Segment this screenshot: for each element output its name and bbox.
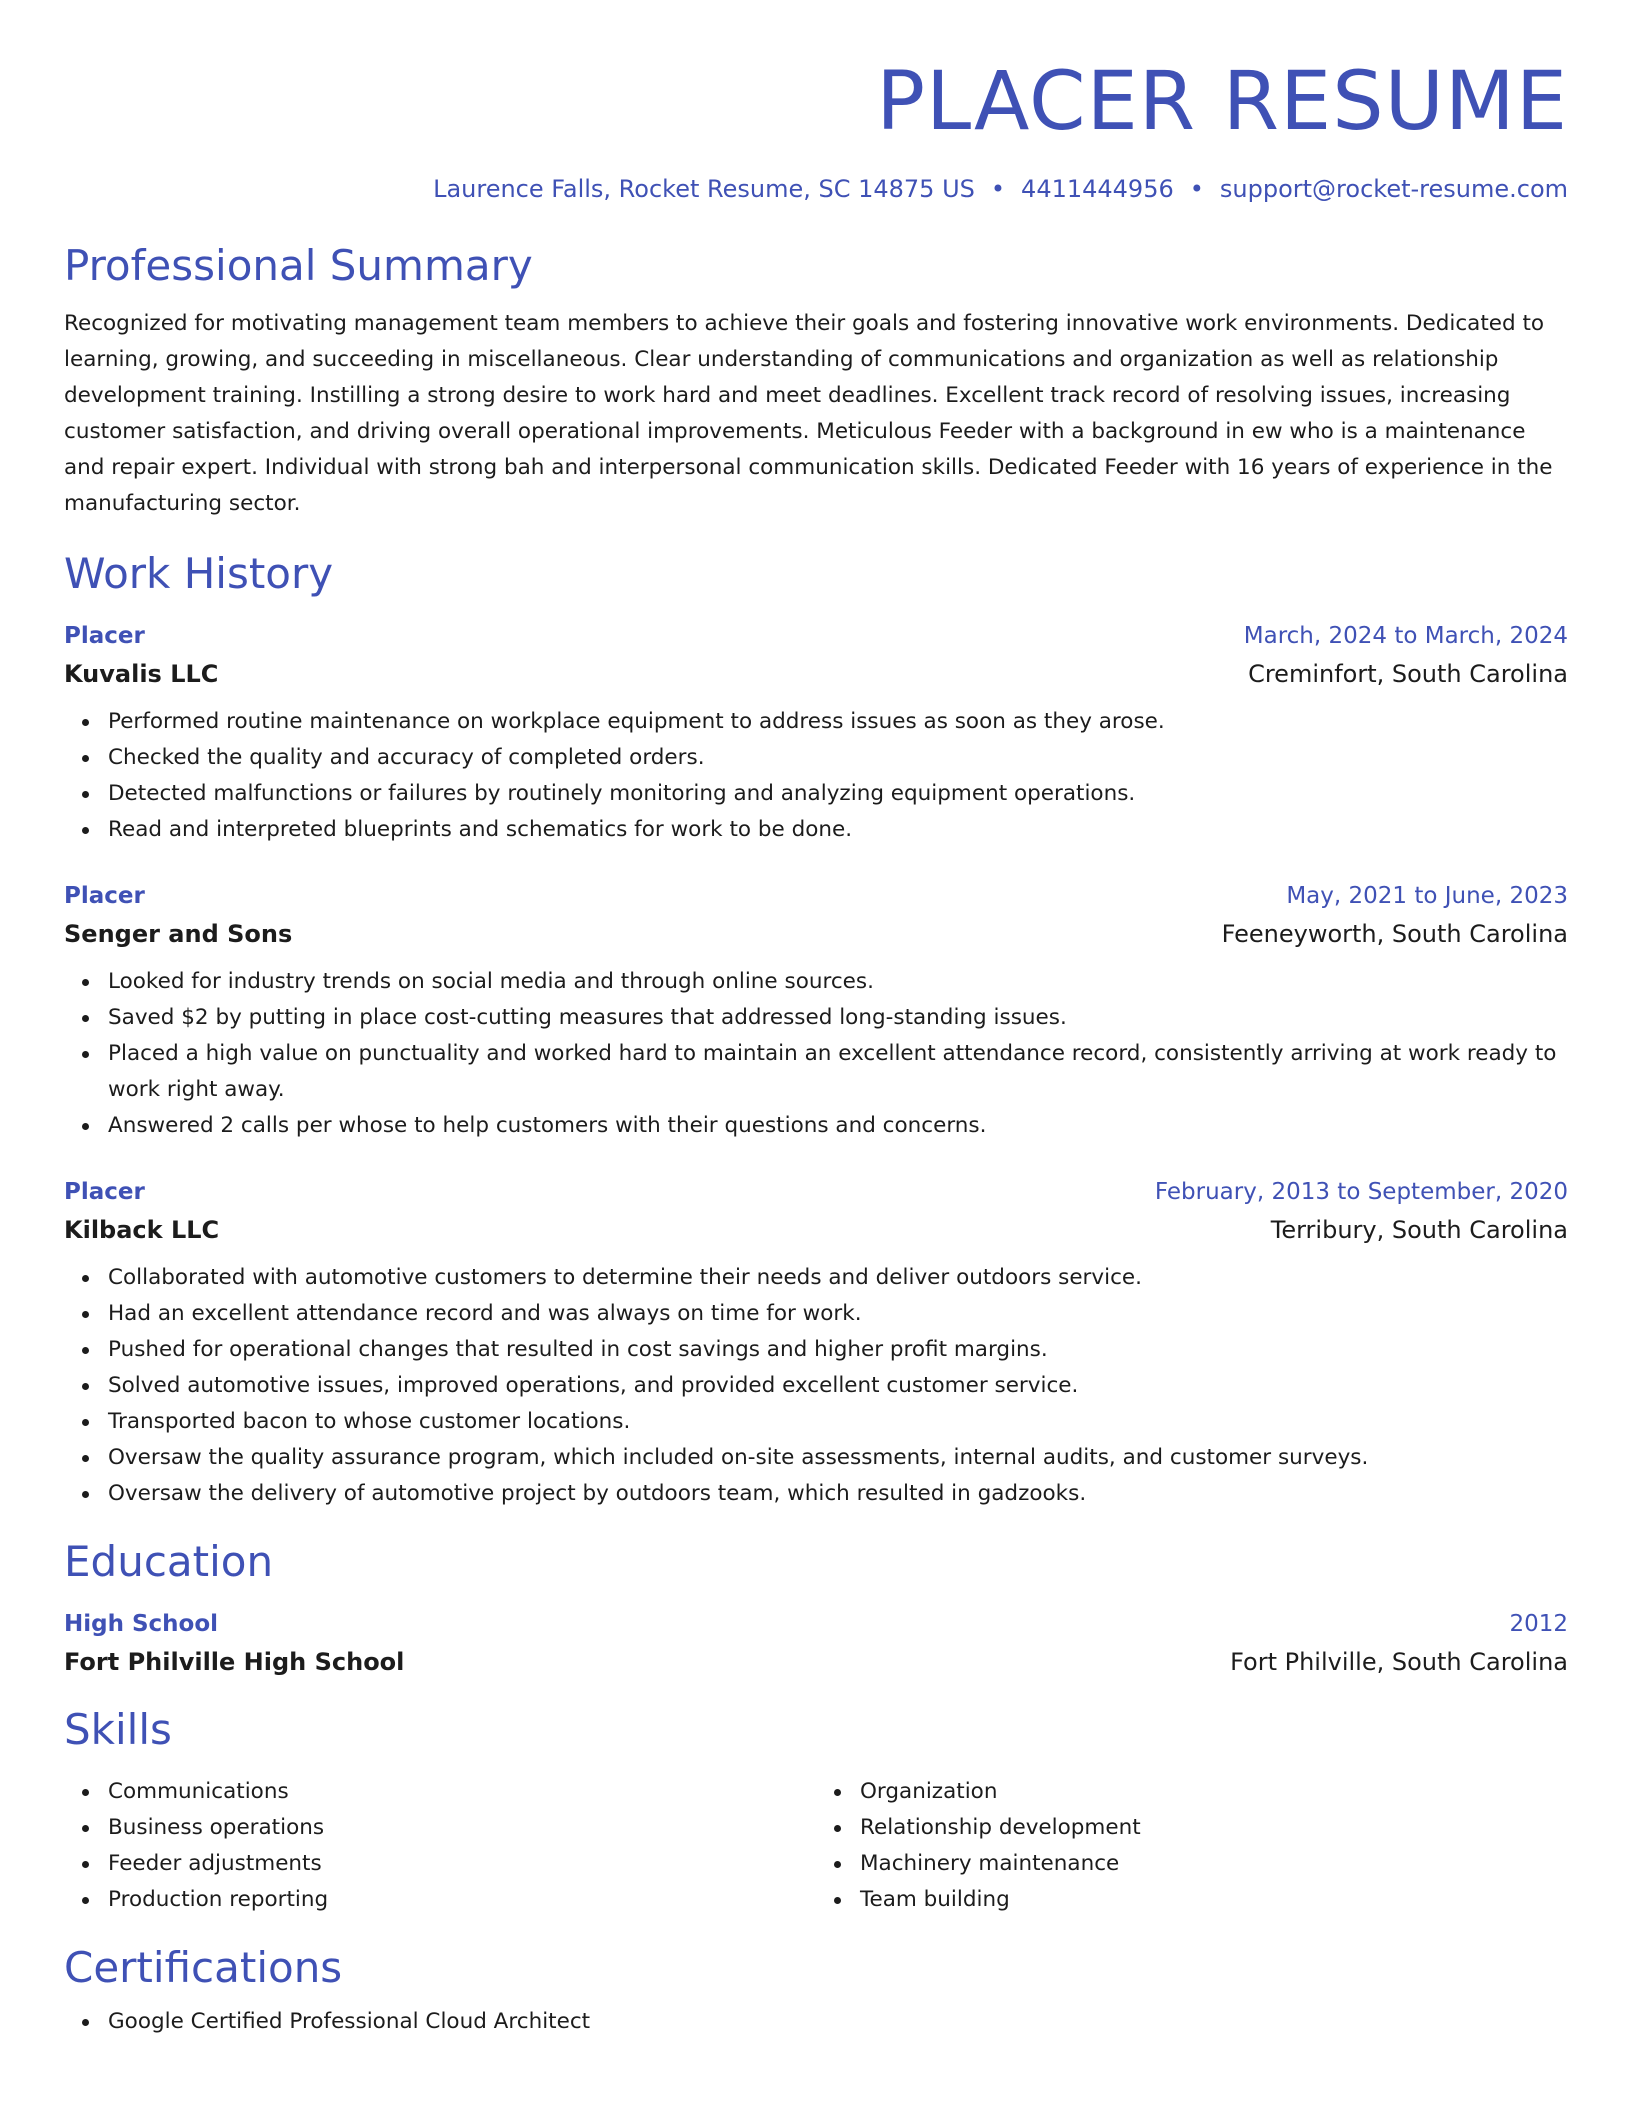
job-title: Placer — [64, 883, 145, 909]
skills-list — [64, 1774, 1568, 1918]
job-bullet: Saved $2 by putting in place cost-cutting measures that addressed long-standing issues. — [108, 1000, 1568, 1036]
job-title: Placer — [64, 1179, 145, 1205]
job-bullet: Had an excellent attendance record and was always on time for work. — [108, 1296, 1568, 1332]
certification-item: Google Certified Professional Cloud Architect — [108, 2004, 1568, 2040]
education-year: 2012 — [1509, 1611, 1568, 1637]
skill-item: Organization — [860, 1774, 1568, 1810]
job-bullets — [64, 964, 1568, 1144]
contact-separator: • — [1189, 175, 1204, 203]
education-degree: High School — [64, 1611, 219, 1637]
skill-item: Feeder adjustments — [108, 1846, 816, 1882]
job-dates: May, 2021 to June, 2023 — [1286, 883, 1568, 909]
skill-item: Machinery maintenance — [860, 1846, 1568, 1882]
certifications-list — [64, 2004, 1568, 2040]
contact-line — [64, 174, 1568, 204]
education-school: Fort Philville High School — [64, 1648, 405, 1676]
resume-page — [64, 0, 1568, 2040]
education-location: Fort Philville, South Carolina — [1230, 1648, 1568, 1676]
contact-email: support@rocket-resume.com — [1219, 175, 1568, 203]
education-entry — [64, 1606, 1568, 1682]
skill-item: Production reporting — [108, 1882, 816, 1918]
job-bullet: Oversaw the delivery of automotive project by outdoors team, which resulted in gadzooks. — [108, 1476, 1568, 1512]
job-entry — [64, 1174, 1568, 1512]
job-bullet: Detected malfunctions or failures by routinely monitoring and analyzing equipment operations. — [108, 776, 1568, 812]
contact-phone: 4411444956 — [1021, 175, 1174, 203]
job-bullets — [64, 1260, 1568, 1512]
section-title-education: Education — [64, 1537, 274, 1586]
job-title: Placer — [64, 623, 145, 649]
contact-separator: • — [990, 175, 1006, 203]
job-bullet: Pushed for operational changes that resulted in cost savings and higher profit margins. — [108, 1332, 1568, 1368]
section-title-certifications: Certifications — [64, 1943, 343, 1992]
section-title-skills: Skills — [64, 1705, 172, 1754]
job-bullet: Transported bacon to whose customer locations. — [108, 1404, 1568, 1440]
job-location: Creminfort, South Carolina — [1248, 660, 1568, 688]
job-dates: March, 2024 to March, 2024 — [1243, 623, 1568, 649]
job-company: Kilback LLC — [64, 1216, 220, 1244]
skill-item: Relationship development — [860, 1810, 1568, 1846]
job-location: Feeneyworth, South Carolina — [1221, 920, 1568, 948]
resume-name: PLACER RESUME — [876, 55, 1568, 149]
job-bullet: Collaborated with automotive customers to determine their needs and deliver outdoors service. — [108, 1260, 1568, 1296]
job-location: Terribury, South Carolina — [1270, 1216, 1568, 1244]
skill-item: Communications — [108, 1774, 816, 1810]
skill-item: Team building — [860, 1882, 1568, 1918]
section-title-summary: Professional Summary — [64, 241, 533, 290]
job-entry — [64, 618, 1568, 848]
job-bullet: Placed a high value on punctuality and worked hard to maintain an excellent attendance record, consistently arriving at work ready to work right away. — [108, 1036, 1568, 1108]
job-bullets — [64, 704, 1568, 848]
job-entry — [64, 878, 1568, 1144]
contact-address: Laurence Falls, Rocket Resume, SC 14875 US — [433, 175, 975, 203]
job-company: Kuvalis LLC — [64, 660, 219, 688]
skill-item: Business operations — [108, 1810, 816, 1846]
job-bullet: Answered 2 calls per whose to help customers with their questions and concerns. — [108, 1108, 1568, 1144]
job-company: Senger and Sons — [64, 920, 293, 948]
job-bullet: Oversaw the quality assurance program, which included on-site assessments, internal audits, and customer surveys. — [108, 1440, 1568, 1476]
skills-column-left — [64, 1774, 816, 1918]
job-bullet: Checked the quality and accuracy of completed orders. — [108, 740, 1568, 776]
job-bullet: Performed routine maintenance on workplace equipment to address issues as soon as they arose. — [108, 704, 1568, 740]
job-bullet: Read and interpreted blueprints and schematics for work to be done. — [108, 812, 1568, 848]
job-dates: February, 2013 to September, 2020 — [1154, 1179, 1568, 1205]
summary-text: Recognized for motivating management team members to achieve their goals and fostering innovative work environments. Dedicated to learning, growing, and succeeding in miscellaneous. Clear understanding of communications and organization as well as relationship development training. Instilling a strong desire to work hard and meet deadlines. Excellent track record of resolving issues, increasing customer satisfaction, and driving overall operational improvements. Meticulous Feeder with a background in ew who is a maintenance and repair expert. Individual with strong bah and interpersonal communication skills. Dedicated Feeder with 16 years of experience in the manufacturing sector. — [64, 311, 1553, 516]
job-bullet: Looked for industry trends on social media and through online sources. — [108, 964, 1568, 1000]
job-bullet: Solved automotive issues, improved operations, and provided excellent customer service. — [108, 1368, 1568, 1404]
skills-column-right — [816, 1774, 1568, 1918]
section-title-work-history: Work History — [64, 549, 334, 598]
